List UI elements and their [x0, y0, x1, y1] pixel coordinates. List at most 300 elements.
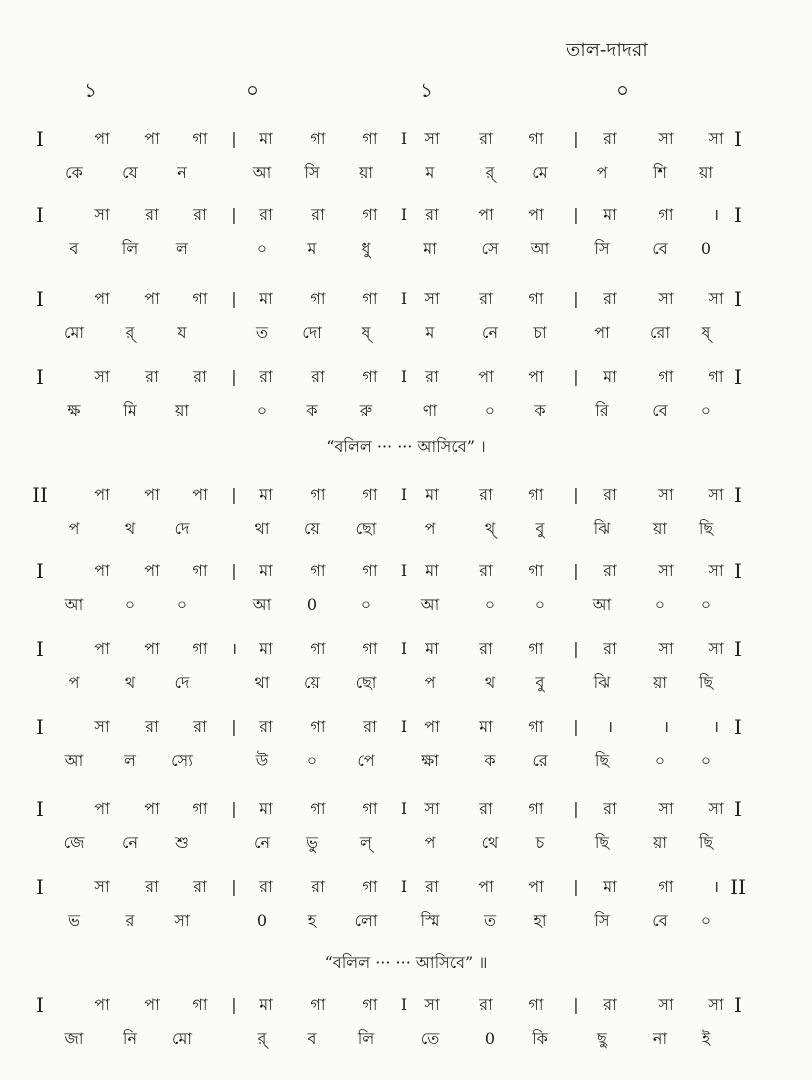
swara-row — [0, 362, 812, 396]
bar-divider: | — [573, 485, 579, 504]
notation-block — [0, 794, 812, 866]
swara-note: রা — [145, 205, 159, 224]
bar-divider: | — [573, 129, 579, 148]
lyric-syllable: প — [68, 519, 80, 538]
swara-note: গা — [310, 717, 326, 736]
lyric-syllable: ০ — [700, 911, 712, 930]
lyric-syllable: য়া — [652, 833, 668, 852]
lyric-row — [0, 828, 812, 862]
lyric-syllable: 0 — [700, 239, 712, 258]
swara-note: পা — [144, 485, 160, 504]
swara-note: সা — [424, 129, 440, 148]
lyric-syllable: প — [596, 163, 608, 182]
lyric-syllable: ০ — [360, 595, 372, 614]
opening-bar: I — [36, 203, 44, 227]
swara-note: সা — [658, 561, 674, 580]
swara-note: মা — [479, 717, 493, 736]
lyric-syllable: ল্ — [360, 833, 372, 852]
swara-note: সা — [658, 639, 674, 658]
lyric-syllable: প — [424, 519, 436, 538]
opening-bar: I — [36, 875, 44, 899]
lyric-syllable: ঝি — [593, 673, 611, 692]
lyric-syllable: ছো — [355, 519, 377, 538]
swara-note: রা — [145, 717, 159, 736]
swara-note: সা — [94, 877, 110, 896]
swara-note: রা — [603, 561, 617, 580]
lyric-syllable: রো — [650, 323, 670, 342]
swara-note: রা — [603, 995, 617, 1014]
swara-note: রা — [259, 877, 273, 896]
swara-note: রা — [479, 289, 493, 308]
lyric-syllable: য়া — [174, 401, 190, 420]
swara-note: সা — [658, 799, 674, 818]
bar-divider: | — [573, 561, 579, 580]
bar-divider: | — [573, 205, 579, 224]
lyric-syllable: য়া — [698, 163, 714, 182]
swara-note: পা — [528, 205, 544, 224]
bar-divider: | — [573, 717, 579, 736]
lyric-syllable: থ — [124, 673, 136, 692]
swara-note: রা — [193, 717, 207, 736]
swara-note: গা — [362, 367, 378, 386]
lyric-syllable: ০ — [124, 595, 136, 614]
lyric-syllable: দো — [302, 323, 322, 342]
lyric-syllable: সি — [594, 239, 610, 258]
lyric-syllable: য়ে — [304, 519, 320, 538]
swara-note: সা — [708, 799, 724, 818]
lyric-syllable: ০ — [700, 751, 712, 770]
lyric-syllable: আ — [252, 163, 272, 182]
bar-divider: I — [400, 561, 408, 580]
swara-note: রা — [603, 639, 617, 658]
swara-note: মা — [259, 561, 273, 580]
lyric-row — [0, 590, 812, 624]
lyric-syllable: নি — [122, 1029, 138, 1048]
swara-note: পা — [478, 877, 494, 896]
opening-bar: I — [36, 993, 44, 1017]
lyric-syllable: আ — [420, 595, 440, 614]
lyric-row — [0, 746, 812, 780]
swara-row — [0, 712, 812, 746]
lyric-syllable: ক — [306, 401, 318, 420]
closing-bar: I — [734, 287, 742, 311]
lyric-syllable: ০ — [306, 751, 318, 770]
lyric-syllable: যে — [122, 163, 138, 182]
lyric-syllable: চ — [535, 833, 545, 852]
lyric-row — [0, 234, 812, 268]
bar-divider: I — [400, 205, 408, 224]
swara-row — [0, 480, 812, 514]
lyric-syllable: ছু — [597, 1029, 607, 1048]
swara-note: গা — [528, 717, 544, 736]
bar-divider: | — [573, 289, 579, 308]
bar-divider: I — [400, 995, 408, 1014]
swara-note: সা — [658, 485, 674, 504]
swara-note: রা — [425, 367, 439, 386]
swara-note: গা — [528, 129, 544, 148]
swara-note: সা — [424, 289, 440, 308]
swara-note: রা — [479, 485, 493, 504]
swara-row — [0, 872, 812, 906]
refrain-line: “বলিল ··· ··· আসিবে” ॥ — [324, 953, 488, 972]
lyric-syllable: ছো — [355, 673, 377, 692]
lyric-syllable: বে — [652, 401, 668, 420]
bar-divider: | — [231, 799, 237, 818]
lyric-syllable: লো — [354, 911, 378, 930]
lyric-syllable: য়া — [358, 163, 374, 182]
lyric-syllable: থ্ — [484, 519, 496, 538]
lyric-syllable: সি — [304, 163, 320, 182]
swara-note: পা — [94, 485, 110, 504]
bar-divider: । — [712, 205, 720, 224]
lyric-syllable: নে — [481, 323, 499, 342]
closing-bar: I — [734, 715, 742, 739]
notation-block — [0, 362, 812, 434]
lyric-syllable: ব — [307, 1029, 317, 1048]
bar-divider: | — [231, 561, 237, 580]
closing-bar: I — [734, 993, 742, 1017]
bar-divider: | — [573, 639, 579, 658]
lyric-syllable: ই — [701, 1029, 711, 1048]
lyric-syllable: ক্ষা — [421, 751, 439, 770]
lyric-syllable: আ — [64, 751, 84, 770]
lyric-syllable: আ — [252, 595, 272, 614]
swara-note: পা — [192, 485, 208, 504]
swara-note: সা — [658, 129, 674, 148]
swara-note: পা — [144, 289, 160, 308]
swara-note: সা — [658, 995, 674, 1014]
opening-bar: I — [36, 365, 44, 389]
lyric-syllable: শি — [652, 163, 668, 182]
refrain-line: “বলিল ··· ··· আসিবে” । — [326, 437, 486, 456]
swara-note: রা — [425, 877, 439, 896]
swara-note: গা — [658, 367, 674, 386]
lyric-syllable: থে — [481, 833, 499, 852]
lyric-row — [0, 514, 812, 548]
lyric-syllable: কে — [65, 163, 83, 182]
lyric-syllable: ছি — [594, 751, 610, 770]
lyric-syllable: বে — [652, 911, 668, 930]
swara-note: পা — [144, 561, 160, 580]
swara-note: গা — [658, 205, 674, 224]
swara-note: গা — [192, 639, 208, 658]
notation-block — [0, 200, 812, 272]
lyric-syllable: হা — [533, 911, 547, 930]
beat-marker: ০ — [246, 78, 260, 102]
beat-marker: ০ — [616, 78, 630, 102]
notation-block — [0, 556, 812, 628]
swara-note: গা — [362, 995, 378, 1014]
lyric-syllable: বে — [652, 239, 668, 258]
bar-divider: | — [573, 995, 579, 1014]
lyric-syllable: ০ — [256, 401, 268, 420]
swara-note: সা — [708, 995, 724, 1014]
swara-note: রা — [603, 289, 617, 308]
swara-note: সা — [424, 799, 440, 818]
swara-note: সা — [94, 205, 110, 224]
swara-row — [0, 990, 812, 1024]
swara-note: মা — [425, 485, 439, 504]
swara-note: মা — [425, 639, 439, 658]
swara-note: গা — [362, 561, 378, 580]
swara-row — [0, 200, 812, 234]
bar-divider: | — [231, 129, 237, 148]
bar-divider: | — [231, 205, 237, 224]
lyric-syllable: ছি — [698, 673, 714, 692]
swara-note: মা — [603, 367, 617, 386]
lyric-syllable: লি — [121, 239, 139, 258]
swara-row — [0, 794, 812, 828]
lyric-syllable: ০ — [700, 595, 712, 614]
bar-divider: । — [712, 717, 720, 736]
swara-note: পা — [528, 877, 544, 896]
swara-note: রা — [603, 129, 617, 148]
swara-note: গা — [528, 289, 544, 308]
lyric-syllable: ছি — [594, 833, 610, 852]
lyric-syllable: য়া — [652, 673, 668, 692]
swara-note: গা — [192, 799, 208, 818]
lyric-syllable: য়া — [652, 519, 668, 538]
lyric-syllable: ঝি — [593, 519, 611, 538]
bar-divider: | — [231, 289, 237, 308]
swara-note: মা — [259, 289, 273, 308]
bar-divider: I — [400, 129, 408, 148]
swara-note: রা — [603, 485, 617, 504]
lyric-syllable: ছি — [698, 519, 714, 538]
swara-note: রা — [479, 799, 493, 818]
lyric-syllable: দে — [174, 673, 190, 692]
bar-divider: | — [573, 367, 579, 386]
swara-note: গা — [528, 561, 544, 580]
swara-note: গা — [528, 995, 544, 1014]
swara-note: পা — [144, 799, 160, 818]
lyric-syllable: সে — [481, 239, 499, 258]
lyric-syllable: মো — [63, 323, 85, 342]
bar-divider: I — [400, 717, 408, 736]
swara-note: রা — [479, 561, 493, 580]
swara-note: মা — [259, 639, 273, 658]
swara-note: রা — [145, 367, 159, 386]
lyric-syllable: ছি — [698, 833, 714, 852]
swara-note: সা — [424, 995, 440, 1014]
lyric-syllable: আ — [592, 595, 612, 614]
swara-note: মা — [259, 995, 273, 1014]
beat-marker: ১ — [420, 78, 433, 102]
swara-note: গা — [310, 799, 326, 818]
swara-note: পা — [94, 129, 110, 148]
notation-block — [0, 284, 812, 356]
lyric-syllable: না — [652, 1029, 668, 1048]
swara-note: গা — [192, 129, 208, 148]
bar-divider: । — [230, 639, 238, 658]
lyric-syllable: ক্ষ — [67, 401, 81, 420]
swara-note: রা — [479, 129, 493, 148]
lyric-syllable: র্ — [125, 323, 135, 342]
lyric-syllable: ০ — [534, 595, 546, 614]
closing-bar: I — [734, 559, 742, 583]
swara-note: সা — [708, 129, 724, 148]
swara-note: পা — [144, 995, 160, 1014]
lyric-syllable: থা — [254, 673, 270, 692]
lyric-syllable: রে — [532, 751, 548, 770]
lyric-syllable: ণা — [422, 401, 438, 420]
lyric-syllable: দে — [174, 519, 190, 538]
opening-bar: I — [36, 287, 44, 311]
swara-note: সা — [708, 639, 724, 658]
swara-note: সা — [94, 367, 110, 386]
lyric-syllable: রু — [359, 401, 373, 420]
swara-row — [0, 634, 812, 668]
bar-divider: | — [573, 799, 579, 818]
notation-block — [0, 990, 812, 1062]
swara-note: গা — [362, 205, 378, 224]
tala-heading: তাল-দাদরা — [566, 39, 648, 61]
swara-row — [0, 556, 812, 590]
lyric-syllable: ক — [534, 401, 546, 420]
swara-note: পা — [94, 799, 110, 818]
lyric-syllable: ভু — [306, 833, 318, 852]
swara-note: পা — [478, 205, 494, 224]
notation-block — [0, 872, 812, 944]
lyric-syllable: ০ — [654, 751, 666, 770]
swara-note: মা — [425, 561, 439, 580]
swara-note: গা — [310, 485, 326, 504]
swara-note: সা — [708, 485, 724, 504]
lyric-syllable: ০ — [700, 401, 712, 420]
lyric-syllable: 0 — [306, 595, 318, 614]
lyric-syllable: ধু — [361, 239, 371, 258]
swara-note: রা — [363, 717, 377, 736]
swara-note: পা — [424, 717, 440, 736]
swara-note: রা — [425, 205, 439, 224]
lyric-syllable: 0 — [484, 1029, 496, 1048]
swara-note: পা — [528, 367, 544, 386]
bar-divider: । — [712, 877, 720, 896]
lyric-syllable: থ — [124, 519, 136, 538]
notation-block — [0, 634, 812, 706]
swara-note: রা — [311, 877, 325, 896]
swara-note: সা — [94, 717, 110, 736]
swara-note: রা — [311, 367, 325, 386]
lyric-syllable: বু — [535, 519, 545, 538]
swara-row — [0, 284, 812, 318]
swara-note: গা — [528, 485, 544, 504]
bar-divider: I — [400, 485, 408, 504]
lyric-syllable: উ — [255, 751, 269, 770]
lyric-syllable: ০ — [484, 595, 496, 614]
lyric-syllable: পা — [594, 323, 610, 342]
closing-bar: I — [734, 365, 742, 389]
bar-divider: | — [231, 485, 237, 504]
lyric-syllable: কি — [532, 1029, 548, 1048]
lyric-syllable: প — [424, 833, 436, 852]
lyric-row — [0, 906, 812, 940]
closing-bar: I — [734, 483, 742, 507]
swara-note: রা — [259, 367, 273, 386]
closing-bar: II — [730, 875, 746, 899]
swara-note: রা — [259, 717, 273, 736]
closing-bar: I — [734, 637, 742, 661]
lyric-syllable: ম — [425, 163, 435, 182]
swara-note: গা — [310, 995, 326, 1014]
lyric-syllable: নে — [253, 833, 271, 852]
lyric-syllable: থা — [254, 519, 270, 538]
opening-bar: I — [36, 715, 44, 739]
swara-note: পা — [478, 367, 494, 386]
swara-note: গা — [192, 995, 208, 1014]
swara-note: রা — [259, 205, 273, 224]
bar-divider: I — [400, 799, 408, 818]
lyric-syllable: ত — [483, 911, 496, 930]
lyric-syllable: র — [125, 911, 135, 930]
swara-note: রা — [145, 877, 159, 896]
lyric-syllable: ০ — [654, 595, 666, 614]
opening-bar: I — [36, 797, 44, 821]
closing-bar: I — [734, 203, 742, 227]
swara-note: মা — [259, 799, 273, 818]
lyric-syllable: নে — [121, 833, 139, 852]
lyric-syllable: য — [177, 323, 187, 342]
lyric-row — [0, 1024, 812, 1058]
lyric-syllable: শু — [175, 833, 189, 852]
lyric-syllable: মো — [171, 1029, 193, 1048]
lyric-syllable: মি — [123, 401, 137, 420]
swara-note: গা — [362, 877, 378, 896]
lyric-syllable: ম — [425, 323, 435, 342]
lyric-syllable: ল — [176, 239, 188, 258]
lyric-syllable: র্ — [257, 1029, 267, 1048]
notation-block — [0, 124, 812, 196]
lyric-syllable: চা — [533, 323, 547, 342]
lyric-syllable: তে — [420, 1029, 440, 1048]
swara-note: রা — [311, 205, 325, 224]
bar-divider: I — [400, 877, 408, 896]
swara-note: গা — [310, 129, 326, 148]
lyric-syllable: হ — [307, 911, 317, 930]
lyric-syllable: ০ — [484, 401, 496, 420]
lyric-syllable: প — [68, 673, 80, 692]
bar-divider: I — [400, 639, 408, 658]
bar-divider: | — [231, 717, 237, 736]
lyric-row — [0, 668, 812, 702]
lyric-syllable: ন — [177, 163, 187, 182]
opening-bar: I — [36, 637, 44, 661]
opening-bar: II — [32, 483, 48, 507]
swara-note: গা — [708, 367, 724, 386]
swara-note: সা — [658, 289, 674, 308]
beat-marker: ১ — [84, 78, 97, 102]
swara-note: পা — [94, 561, 110, 580]
lyric-syllable: ম — [307, 239, 317, 258]
lyric-syllable: মা — [423, 239, 437, 258]
swara-note: পা — [94, 995, 110, 1014]
swara-note: রা — [193, 205, 207, 224]
bar-divider: । — [606, 717, 614, 736]
swara-note: গা — [362, 485, 378, 504]
swara-note: সা — [708, 561, 724, 580]
opening-bar: I — [36, 127, 44, 151]
swara-note: গা — [362, 289, 378, 308]
lyric-syllable: ০ — [256, 239, 268, 258]
swara-note: মা — [603, 205, 617, 224]
swara-note: গা — [310, 639, 326, 658]
lyric-syllable: ষ্ — [361, 323, 371, 342]
lyric-syllable: স্মি — [420, 911, 440, 930]
swara-note: মা — [259, 129, 273, 148]
swara-row — [0, 124, 812, 158]
lyric-syllable: ত — [255, 323, 268, 342]
bar-divider: | — [231, 367, 237, 386]
